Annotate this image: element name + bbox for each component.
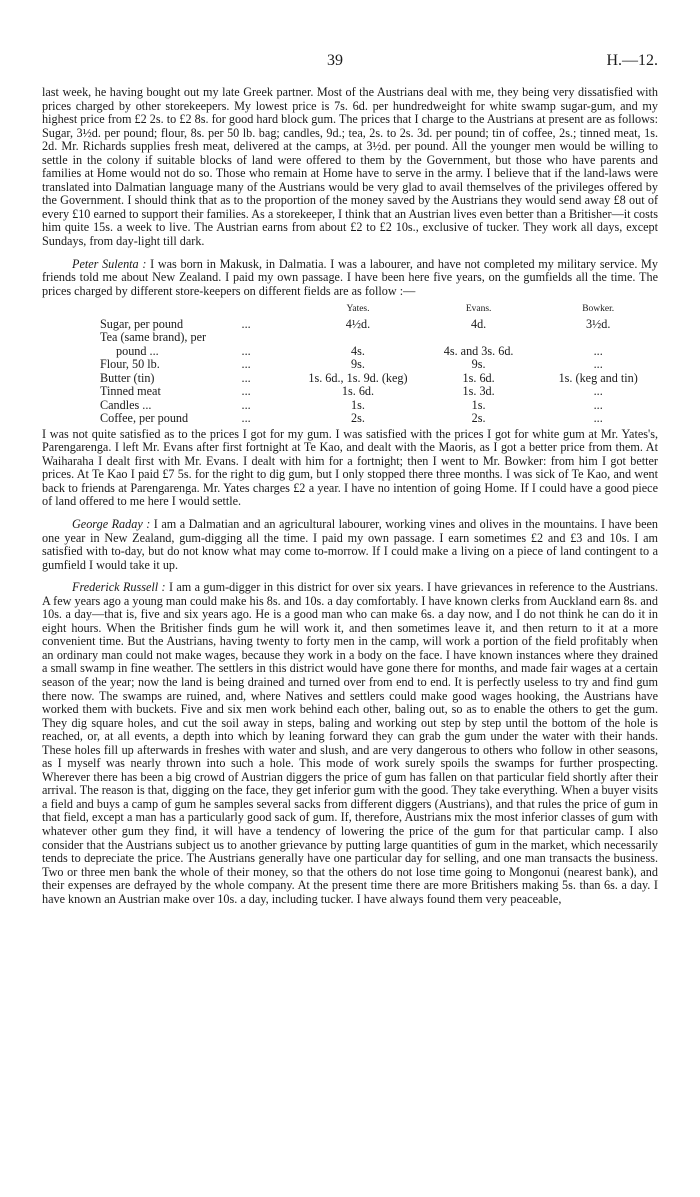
bowker-price: 3½d. <box>585 316 611 331</box>
yates-price: 4s. <box>351 343 365 358</box>
evans-price: 2s. <box>471 411 486 426</box>
table-row <box>100 412 658 426</box>
yates-price: 1s. <box>351 397 365 412</box>
speaker-peter-sulenta: Peter Sulenta : <box>72 256 147 271</box>
item-cell: Coffee, per pound <box>100 411 189 426</box>
table-row <box>100 399 658 413</box>
evans-price: 1s. 6d. <box>462 370 495 385</box>
page-body <box>42 86 658 906</box>
table-row <box>100 385 658 399</box>
leader-dots: ... <box>241 316 251 331</box>
header-dots-blank <box>242 303 298 318</box>
yates-price: 2s. <box>351 411 365 426</box>
paragraph-frederick-russell <box>42 581 658 906</box>
speaker-frederick-russell: Frederick Russell : <box>72 580 166 595</box>
evans-price <box>419 331 539 345</box>
bowker-price: ... <box>593 384 603 399</box>
table-row <box>100 345 658 359</box>
paragraph-peter-sulenta <box>42 258 658 299</box>
item-cell: Flour, 50 lb. <box>100 357 160 372</box>
evans-price: 9s. <box>471 357 486 372</box>
page-number: 39 <box>327 52 343 69</box>
bowker-price: ... <box>593 397 603 412</box>
column-header-bowker: Bowker. <box>582 304 615 315</box>
yates-price: 4½d. <box>345 316 371 331</box>
evans-price: 4d. <box>470 316 487 331</box>
leader-dots: ... <box>241 397 251 412</box>
item-cell: Butter (tin) <box>100 370 155 385</box>
leader-dots: ... <box>241 411 251 426</box>
paragraph-sulenta-continued: I was not quite satisfied as to the prices I got for my gum. I was satisfied with the prices I got for white gum at Mr. Yates's, Parengarenga. I left Mr. Evans after first fortnight at Te Kao, and dealt with the Maoris, as I got a better price from them. At Waiharaha I dealt first with Mr. Evans. I dealt with him for a fortnight; then I went to Mr. Bowker: from him I got better prices. At Te Kao I paid £7 5s. for the right to dig gum, but I only stopped there three months. I was sick of Te Kao, and went back to friends at Parengarenga. Mr. Yates charges £2 a year. I have no intention of going Home. If I could have a good piece of land offered to me here I would settle. <box>42 426 658 509</box>
table-row <box>100 331 658 345</box>
bowker-price: ... <box>593 357 603 372</box>
table-row <box>100 372 658 386</box>
price-table-header <box>100 303 658 318</box>
yates-price <box>297 331 419 345</box>
leader-dots: ... <box>241 343 251 358</box>
table-row <box>100 318 658 332</box>
evans-price: 1s. 3d. <box>462 384 495 399</box>
leader-dots: ... <box>241 357 251 372</box>
bowker-price <box>538 331 658 345</box>
speaker-george-raday: George Raday : <box>72 516 151 531</box>
item-cell: pound ... <box>116 343 159 358</box>
yates-price: 9s. <box>351 357 365 372</box>
item-cell: Tea (same brand), per <box>100 330 207 345</box>
leader-dots: ... <box>241 384 251 399</box>
column-header-yates: Yates. <box>346 304 370 315</box>
paragraph-storekeeper-continued: last week, he having bought out my late Greek partner. Most of the Austrians deal with me, they being very dissatisfied with prices charged by other storekeepers. My lowest price is 7s. 6d. per hundredweight for white swamp sugar-gum, and my highest price from £2 2s. to £2 8s. for good hard block gum. The prices that I charge to the Austrians at present are as follows: Sugar, 3½d. per pound; flour, 8s. per 50 lb. bag; candles, 9d.; tea, 2s. to 2s. 3d. per pound; tin of coffee, 2s.; tinned meat, 1s. 2d. Mr. Richards supplies fresh meat, delivered at the camps, at 3½d. per pound. All the younger men would be willing to settle in the colony if suitable blocks of land were offered to them by the Government, but those who have parents and families at Home would not do so. Those who remain at Home have to serve in the army. I believe that if the land-laws were translated into Dalmatian language many of the Austrians would be very glad to avail themselves of the privileges offered by the Government. I should think that as to the proportion of the money saved by the Austrians they would send away £8 out of every £10 earned to support their families. As a storekeeper, I think that an Austrian lives even better than a Britisher—it costs him quite 15s. a week to live. The Austrian earns from about £2 to £2 10s., exclusive of tucker. They work all days, except Sundays, from day-light till dark. <box>42 85 658 249</box>
yates-price: 1s. 6d., 1s. 9d. (keg) <box>308 370 408 385</box>
table-row <box>100 358 658 372</box>
bowker-price: 1s. (keg and tin) <box>558 370 638 385</box>
evans-price: 1s. <box>471 397 486 412</box>
price-table <box>100 303 658 426</box>
column-header-evans: Evans. <box>465 304 492 315</box>
paragraph-george-raday <box>42 518 658 572</box>
page-header <box>0 52 700 72</box>
item-cell: Sugar, per pound <box>100 316 184 331</box>
item-cell: Tinned meat <box>100 384 161 399</box>
bowker-price: ... <box>593 343 603 358</box>
header-item-blank <box>100 303 242 318</box>
series-reference: H.—12. <box>606 52 658 69</box>
evans-price: 4s. and 3s. 6d. <box>443 343 514 358</box>
leader-dots: ... <box>241 370 251 385</box>
yates-price: 1s. 6d. <box>341 384 375 399</box>
testimony-text: I am a gum-digger in this district for over six years. I have grievances in reference to the Austrians. A few years ago a young man could make his 8s. and 10s. a day comfortably. I have known clerks from Auckland earn 8s. and 10s. a day—that is, five and six years ago. He is a good man who can make 6s. a day now, and I do not think he can do it in eight hours. When the Britisher finds gum he will work it, and then sometimes leave it, and then return to it at a more convenient time. But the Austrians, having twenty to forty men in the camp, will work a portion of the field profitably when an ordinary man could not make wages, because they work in a body on the face. I have known instances where they drained a small swamp in fine weather. The settlers in this district would have gone there for months, and made fair wages at a certain season of the year; now the land is being drained and turned over from end to end. It is perfectly useless to try and find gum there now. The swamps are ruined, and, where Natives and settlers could make good wages hooking, the Austrians have worked them with buckets. Five and six men work behind each other, baling out, so as to enable the others to get the gum. They dig square holes, and cut the soil away in steps, baling and working out step by step until the bottom of the hole is reached, or, at all events, a depth into which by leaning forward they can grab the gum under the water with their hands. These holes fill up afterwards in freshes with water and slush, and are very dangerous to others who follow in other seasons, as I myself was nearly thrown into such a hole. This mode of work surely spoils the swamps for further prospecting. Wherever there has been a big crowd of Austrian diggers the price of gum has fallen on that particular field shortly after their arrival. The reason is that, digging on the face, they get inferior gum with the good. They take everything. When a buyer visits a field and buys a camp of gum he samples several sacks from different diggers (Austrians), and that rules the price of gum in that field, except a man has a particularly good sack of gum. If, therefore, Austrians mix the most inferior classes of gum with whatever other gum they find, it will have a tendency of lowering the price of the gum for that particular camp. I also consider that the Austrians subject us to another grievance by putting large quantities of gum in the market, which necessarily tends to depreciate the price. The Austrians generally have one particular day for selling, and one man transacts the business. Two or three men bank the whole of their money, so that the others do not lose time going to Mongonui (nearest bank), and their expenses are defrayed by the whole company. At the present time there are more Britishers making 5s. than 6s. a day. I have known an Austrian make over 10s. a day, including tucker. I have always found them very peaceable, <box>42 580 658 906</box>
testimony-text: I was born in Makusk, in Dalmatia. I was a labourer, and have not completed my military service. My friends told me about New Zealand. I paid my own passage. I have been here five years, on the gumfields all the time. The prices charged by different store-keepers on different fields are as follow :— <box>42 256 658 298</box>
bowker-price: ... <box>593 411 603 426</box>
testimony-text: I am a Dalmatian and an agricultural labourer, working vines and olives in the mountains. I have been one year in New Zealand, gum-digging all the time. I paid my own passage. I earn sometimes £2 and £3 and 10s. I am satisfied with to-day, but do not know what may come to-morrow. If I could make a living on a piece of land contingent to a gumfield I would take it up. <box>42 516 658 572</box>
item-cell: Candles ... <box>100 397 152 412</box>
